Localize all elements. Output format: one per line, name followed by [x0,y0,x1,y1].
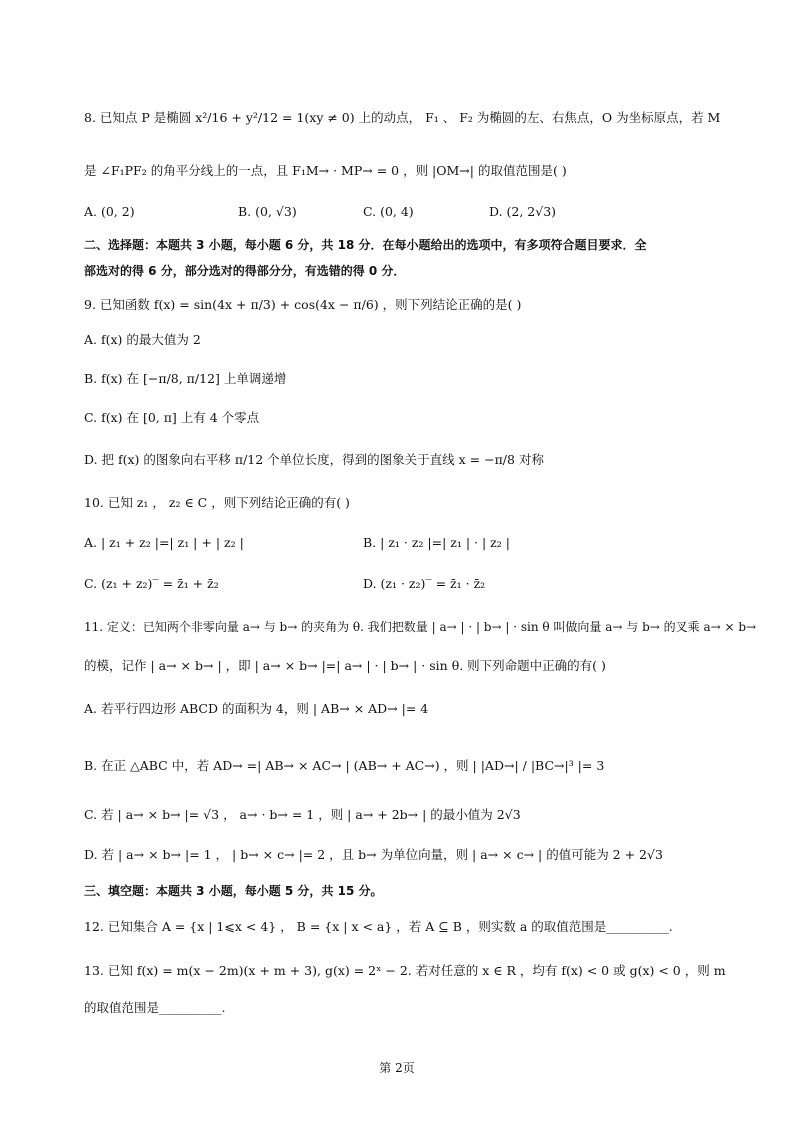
q11-option-c: C. 若 | a→ × b→ |= √3 ， a→ · b→ = 1 ，则 | a→ + 2b→ | 的最小值为 2√3 [84,807,521,822]
q8-stem-line1: 8. 已知点 P 是椭圆 x²/16 + y²/12 = 1(xy ≠ 0) 上的动点， F₁ 、 F₂ 为椭圆的左、右焦点，O 为坐标原点，若 M [84,110,721,125]
q10-option-a: A. | z₁ + z₂ |=| z₁ | + | z₂ | [84,535,244,550]
q9-option-d: D. 把 f(x) 的图象向右平移 π/12 个单位长度，得到的图象关于直线 x = −π/8 对称 [84,452,544,467]
q11-option-b: B. 在正 △ABC 中，若 AD→ =| AB→ × AC→ | (AB→ + AC→) ，则 | |AD→| / |BC→|³ |= 3 [84,758,605,773]
q9-option-c: C. f(x) 在 [0, π] 上有 4 个零点 [84,410,260,425]
q11-stem-line2: 的模，记作 | a→ × b→ | ，即 | a→ × b→ |=| a→ | · | b→ | · sin θ. 则下列命题中正确的有( ) [84,658,606,673]
q10-option-d: D. (z₁ · z₂)‾ = z̄₁ · z̄₂ [363,576,486,591]
q13-stem-line2: 的取值范围是__________. [84,1000,226,1015]
q11-option-a: A. 若平行四边形 ABCD 的面积为 4，则 | AB→ × AD→ |= 4 [84,701,429,716]
q8-option-d: D. (2, 2√3) [489,204,557,219]
section-2-heading-line1: 二、选择题：本题共 3 小题，每小题 6 分，共 18 分．在每小题给出的选项中，有多项符合题目要求．全 [84,238,647,252]
q9-option-a: A. f(x) 的最大值为 2 [84,332,201,347]
q13-stem-line1: 13. 已知 f(x) = m(x − 2m)(x + m + 3), g(x) = 2ˣ − 2. 若对任意的 x ∈ R ，均有 f(x) < 0 或 g(x) < 0 ，则 m [84,963,726,978]
q8-option-b: B. (0, √3) [238,204,297,219]
q10-stem: 10. 已知 z₁ ， z₂ ∈ C ，则下列结论正确的有( ) [84,495,350,510]
q8-stem-line2: 是 ∠F₁PF₂ 的角平分线上的一点，且 F₁M→ · MP→ = 0 ，则 |OM→| 的取值范围是( ) [84,163,567,178]
q11-option-d: D. 若 | a→ × b→ |= 1 ， | b→ × c→ |= 2 ，且 b→ 为单位向量，则 | a→ × c→ | 的值可能为 2 + 2√3 [84,847,663,862]
q9-stem: 9. 已知函数 f(x) = sin(4x + π/3) + cos(4x − π/6) ，则下列结论正确的是( ) [84,297,522,312]
q8-option-c: C. (0, 4) [363,204,414,219]
page-number: 第 2页 [379,1061,415,1075]
q10-option-c: C. (z₁ + z₂)‾ = z̄₁ + z̄₂ [84,576,219,591]
q11-stem-line1: 11. 定义：已知两个非零向量 a→ 与 b→ 的夹角为 θ. 我们把数量 | a→ | · | b→ | · sin θ 叫做向量 a→ 与 b→ 的叉乘 a→ × b→ [84,620,757,634]
q8-option-a: A. (0, 2) [84,204,135,219]
q9-option-b: B. f(x) 在 [−π/8, π/12] 上单调递增 [84,371,287,386]
q12-stem: 12. 已知集合 A = {x | 1⩽x < 4} ， B = {x | x < a} ，若 A ⊆ B ，则实数 a 的取值范围是__________. [84,919,673,934]
section-3-heading: 三、填空题：本题共 3 小题，每小题 5 分，共 15 分。 [84,884,383,898]
q10-option-b: B. | z₁ · z₂ |=| z₁ | · | z₂ | [363,535,510,550]
section-2-heading-line2: 部选对的得 6 分，部分选对的得部分分，有选错的得 0 分． [84,264,406,278]
